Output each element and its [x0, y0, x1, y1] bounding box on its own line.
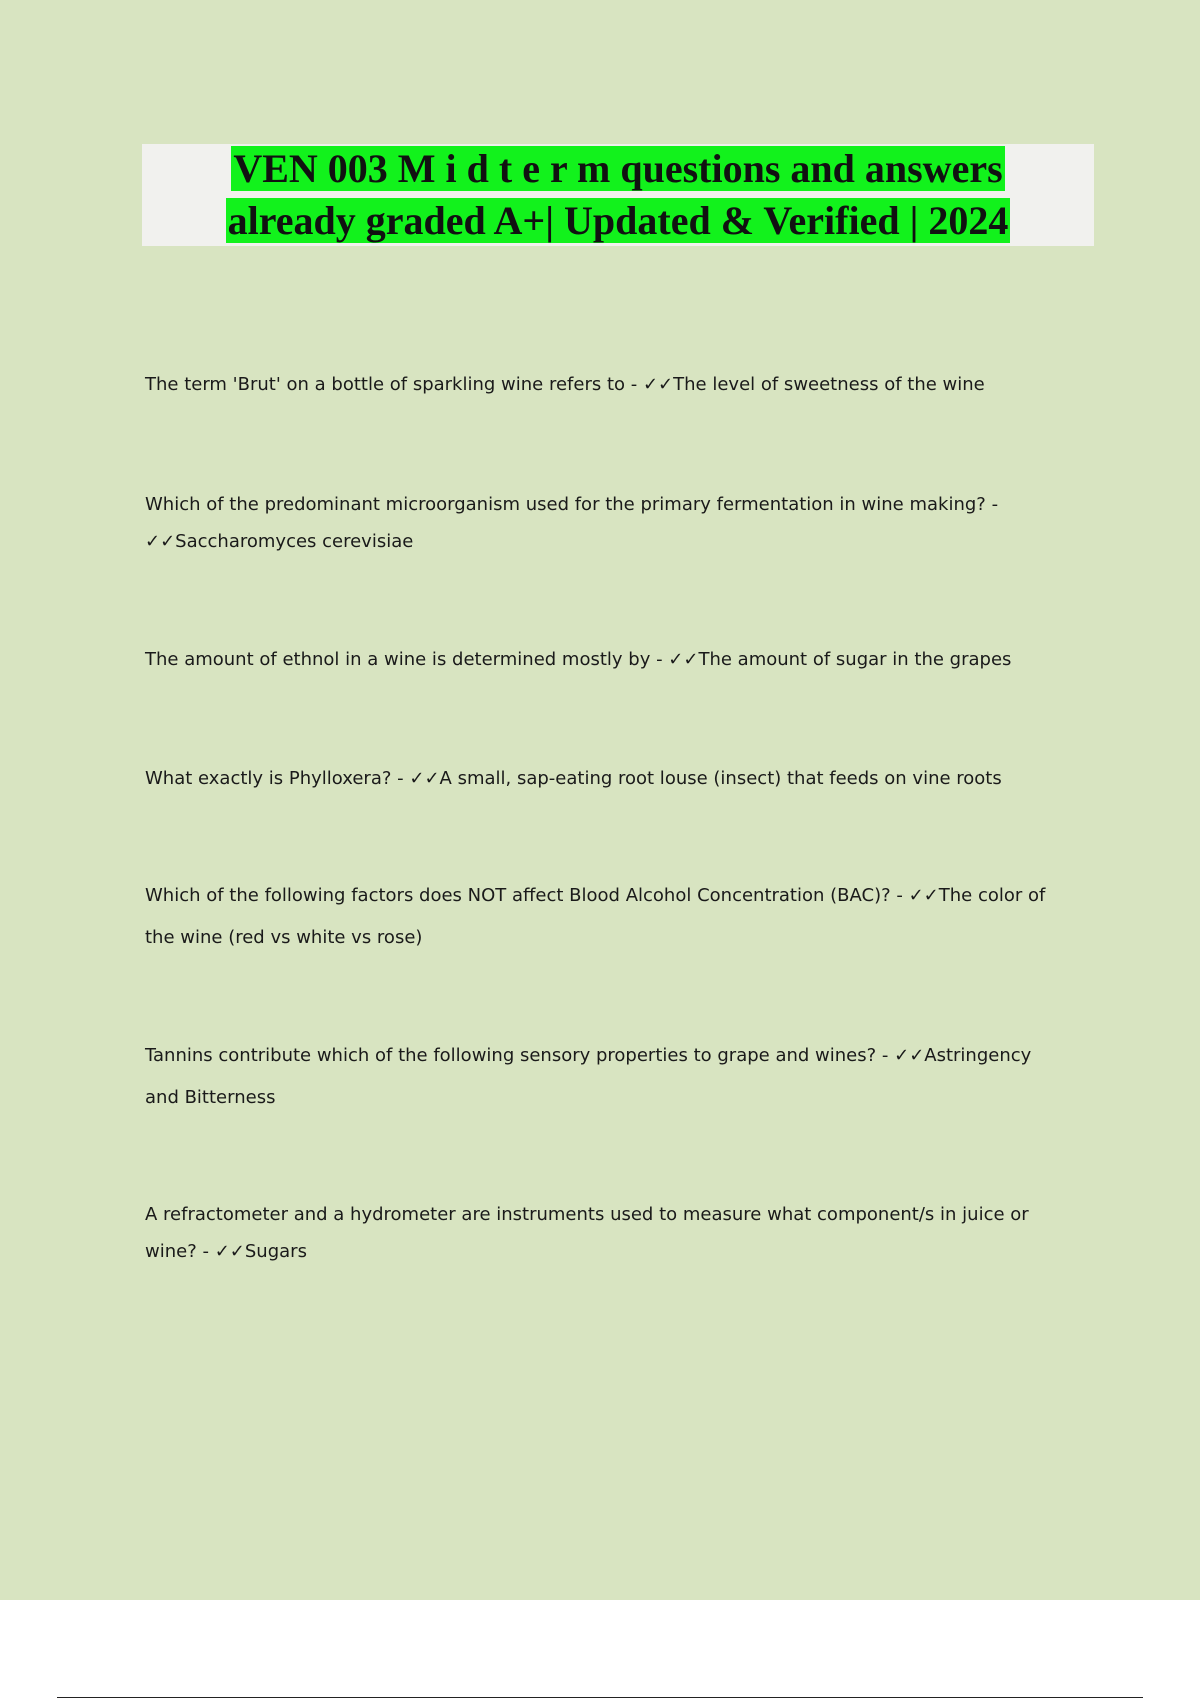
- question-text: The amount of ethnol in a wine is determined mostly by -: [145, 649, 669, 670]
- title-box: [142, 144, 1094, 246]
- double-check-icon: ✓✓: [642, 374, 674, 395]
- question-text: What exactly is Phylloxera? -: [145, 768, 410, 789]
- question-text: Tannins contribute which of the following sensory properties to grape and wines? -: [145, 1045, 895, 1066]
- question-text: The term 'Brut' on a bottle of sparkling wine refers to -: [145, 374, 643, 395]
- double-check-icon: ✓✓: [668, 649, 699, 670]
- double-check-icon: ✓✓: [894, 1045, 925, 1066]
- qa-item-1: [145, 366, 1050, 403]
- answer-text: Sugars: [244, 1241, 307, 1262]
- answer-text: The color of the wine (red vs white vs rose): [145, 885, 1046, 948]
- answer-text: The amount of sugar in the grapes: [698, 649, 1012, 670]
- qa-item-7: [145, 1196, 1050, 1270]
- question-text: Which of the following factors does NOT affect Blood Alcohol Concentration (BAC)? -: [145, 885, 909, 906]
- double-check-icon: ✓✓: [214, 1241, 245, 1262]
- answer-text: Saccharomyces cerevisiae: [175, 531, 414, 552]
- footer-divider: [57, 1697, 1143, 1698]
- double-check-icon: ✓✓: [145, 531, 176, 552]
- title-line-1: VEN 003 M i d t e r m questions and answers: [233, 146, 1003, 191]
- qa-item-4: [145, 760, 1050, 797]
- qa-item-5: [145, 875, 1050, 959]
- qa-item-3: [145, 641, 1050, 678]
- page-title: [226, 143, 1011, 247]
- question-text: Which of the predominant microorganism used for the primary fermentation in wine making? -: [145, 494, 999, 515]
- question-text: A refractometer and a hydrometer are instruments used to measure what component/s in juice or wine? -: [145, 1204, 1029, 1262]
- double-check-icon: ✓✓: [908, 885, 939, 906]
- qa-item-6: [145, 1035, 1050, 1119]
- double-check-icon: ✓✓: [409, 768, 440, 789]
- qa-item-2: [145, 486, 1050, 560]
- title-line-2: already graded A+| Updated & Verified | 2024: [227, 198, 1009, 243]
- answer-text: The level of sweetness of the wine: [673, 374, 985, 395]
- answer-text: A small, sap-eating root louse (insect) that feeds on vine roots: [439, 768, 1002, 789]
- answer-text: Astringency and Bitterness: [145, 1045, 1032, 1108]
